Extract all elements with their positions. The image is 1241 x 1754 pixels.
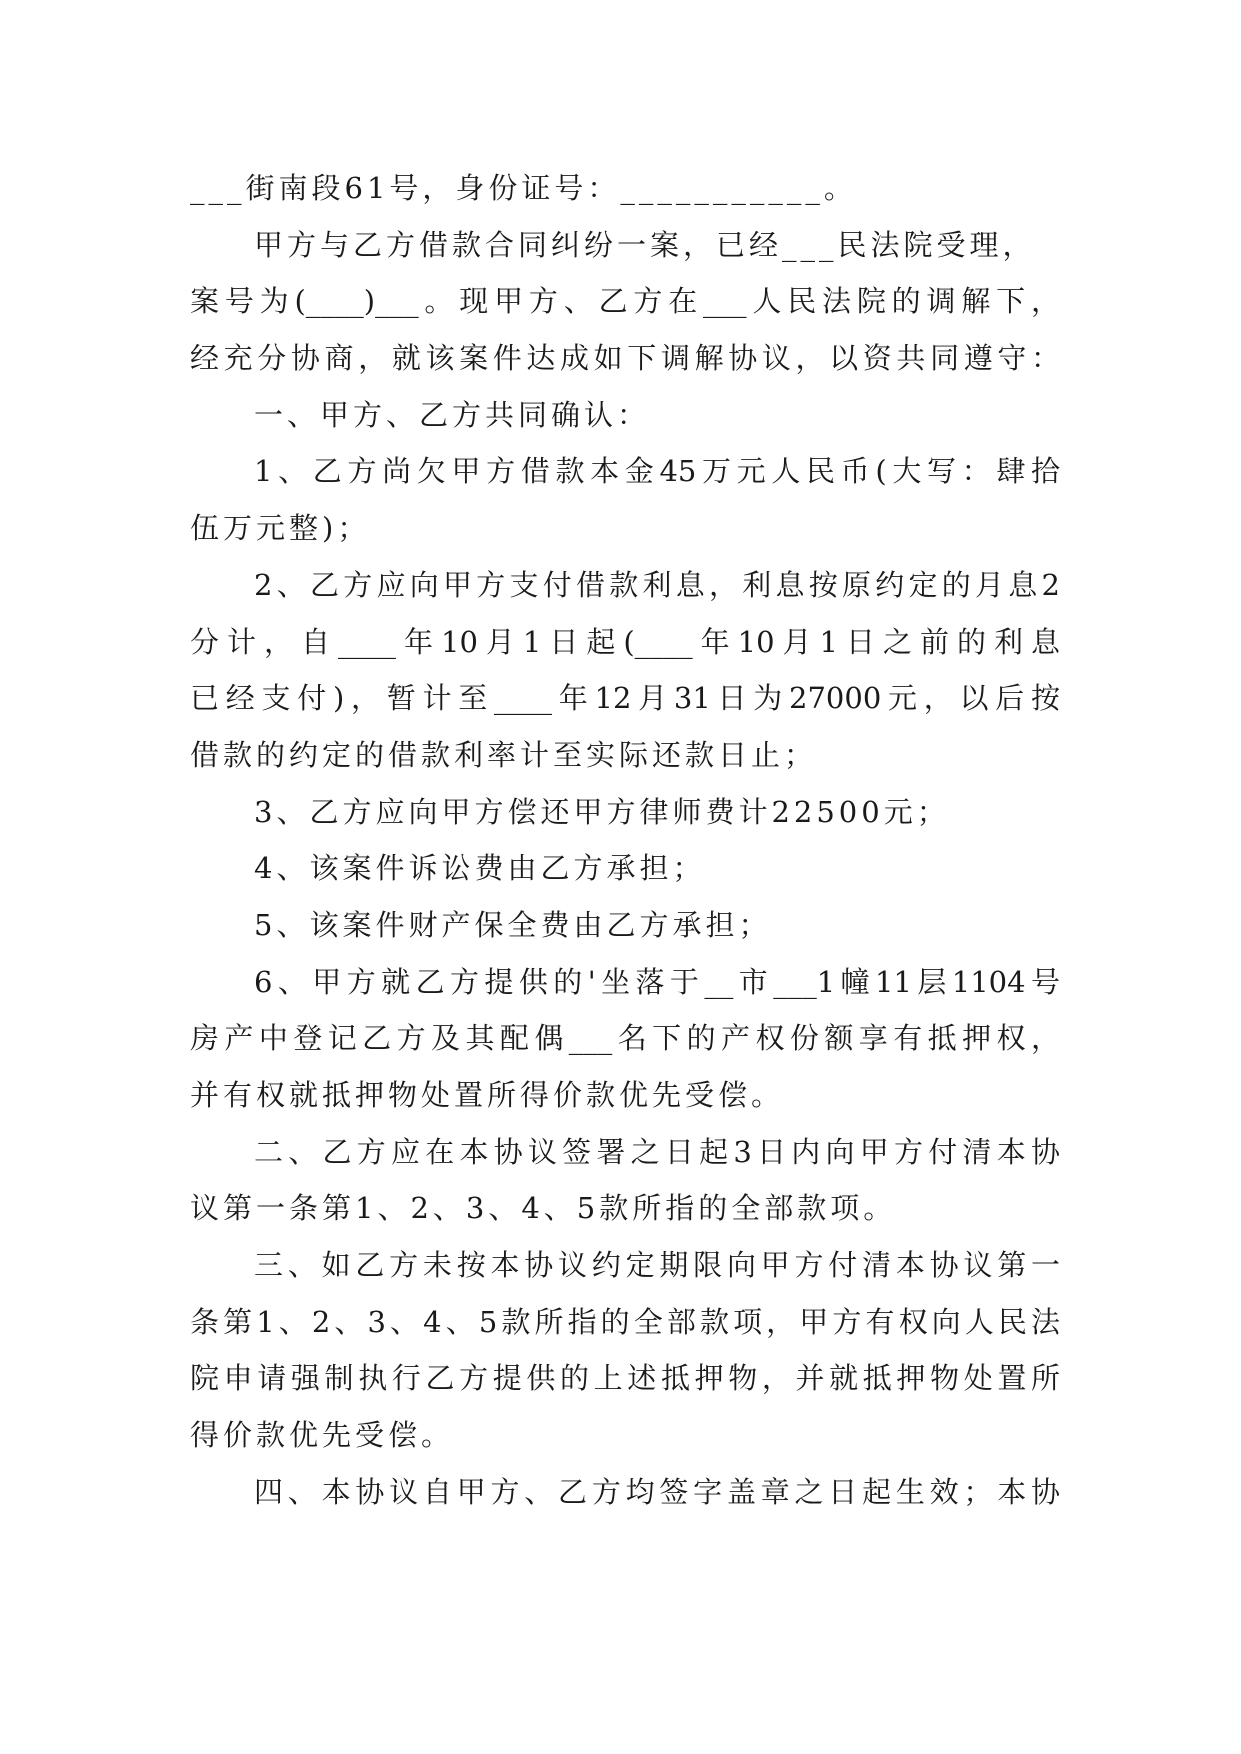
document-body: [190, 160, 1060, 1521]
document-line: 案号为(____)___。现甲方、乙方在___人民法院的调解下，: [190, 284, 1060, 319]
document-line: 4、该案件诉讼费由乙方承担；: [254, 851, 706, 886]
document-line: 二、乙方应在本协议签署之日起3日内向甲方付清本协: [254, 1134, 1060, 1169]
document-line: 1、乙方尚欠甲方借款本金45万元人民币(大写：肆拾: [254, 454, 1060, 489]
document-line: 议第一条第1、2、3、4、5款所指的全部款项。: [190, 1191, 897, 1226]
document-line: 5、该案件财产保全费由乙方承担；: [254, 907, 772, 942]
document-line: 四、本协议自甲方、乙方均签字盖章之日起生效；本协: [254, 1474, 1060, 1509]
document-line: 经充分协商，就该案件达成如下调解协议，以资共同遵守：: [190, 341, 1060, 376]
document-line: 一、甲方、乙方共同确认：: [254, 397, 651, 432]
document-line: 得价款优先受偿。: [190, 1418, 455, 1453]
document-line: 房产中登记乙方及其配偶___名下的产权份额享有抵押权，: [190, 1021, 1060, 1056]
document-line: 甲方与乙方借款合同纠纷一案，已经___民法院受理，: [254, 227, 1036, 262]
document-line: 借款的约定的借款利率计至实际还款日止；: [190, 737, 818, 772]
document-line: 院申请强制执行乙方提供的上述抵押物，并就抵押物处置所: [190, 1361, 1060, 1396]
document-line: 伍万元整)；: [190, 511, 371, 546]
document-line: ___街南段61号，身份证号：___________。: [190, 171, 857, 205]
document-line: 条第1、2、3、4、5款所指的全部款项，甲方有权向人民法: [190, 1304, 1060, 1339]
document-line: 3、乙方应向甲方偿还甲方律师费计22500元；: [254, 794, 950, 829]
document-line: 已经支付)，暂计至____年12月31日为27000元，以后按: [190, 681, 1060, 716]
document-line: 2、乙方应向甲方支付借款利息，利息按原约定的月息2: [254, 567, 1060, 602]
document-line: 6、甲方就乙方提供的'坐落于__市___1幢11层1104号: [254, 964, 1060, 999]
document-line: 并有权就抵押物处置所得价款优先受偿。: [190, 1078, 785, 1112]
document-line: 分计，自____年10月1日起(____年10月1日之前的利息: [190, 624, 1060, 659]
document-line: 三、如乙方未按本协议约定期限向甲方付清本协议第一: [254, 1248, 1060, 1283]
